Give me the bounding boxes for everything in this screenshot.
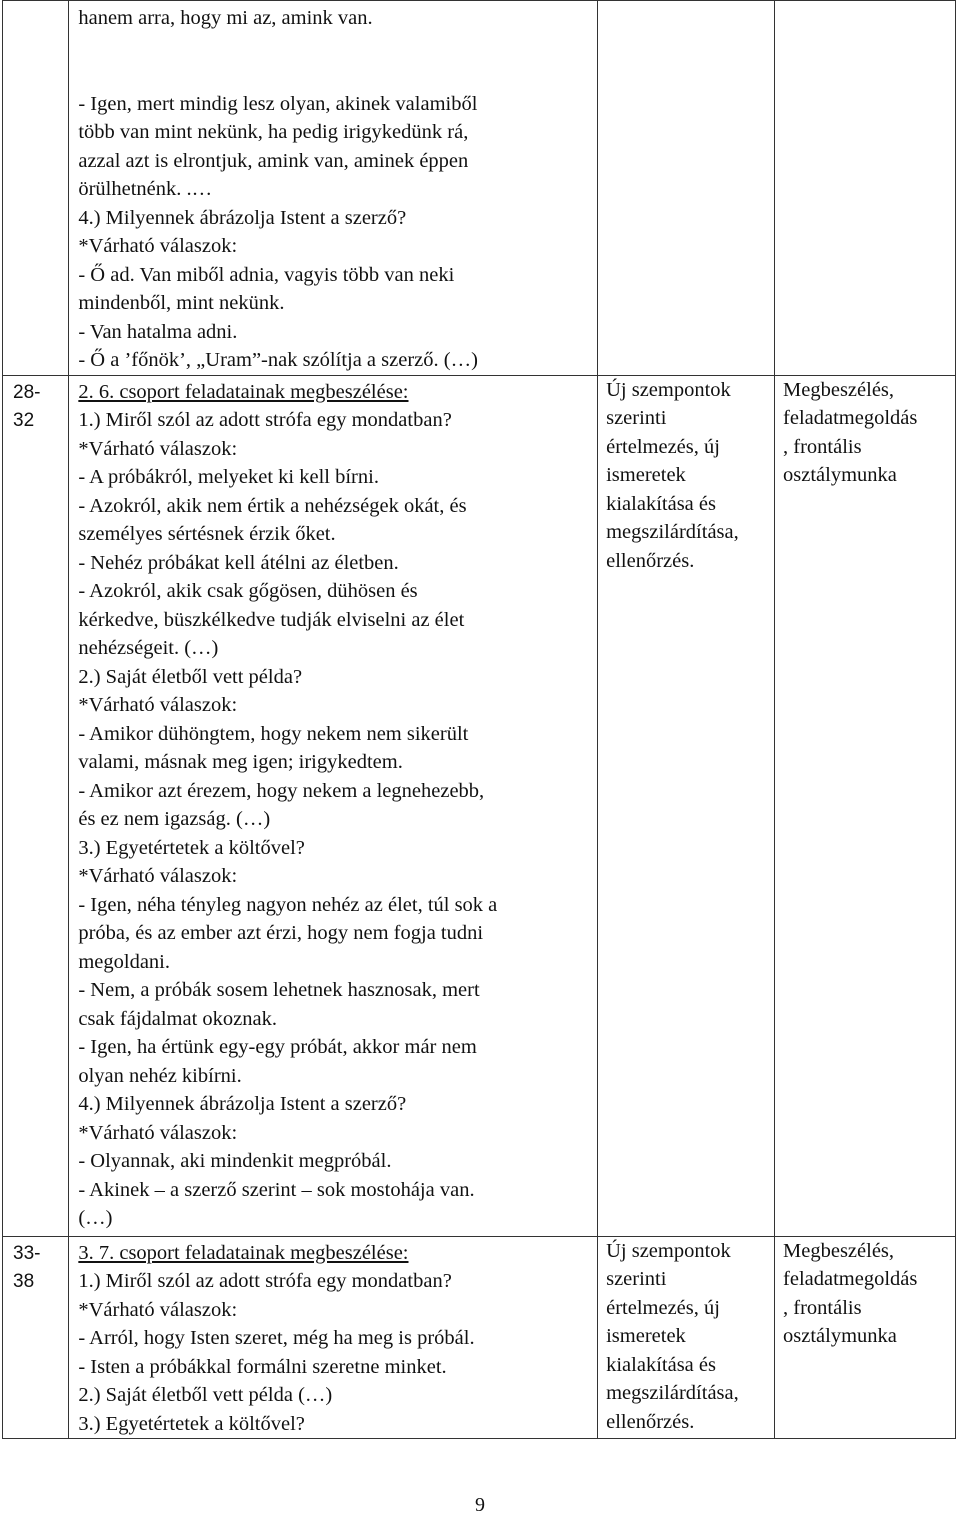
text-line: - Azokról, akik csak gőgösen, dühösen és — [78, 580, 418, 602]
time-range: 28- 32 — [13, 381, 41, 431]
text-line: örülhetnénk. .… — [78, 178, 213, 200]
text-line: - Arról, hogy Isten szeret, még ha meg is próbál. — [78, 1327, 475, 1349]
method-text: Új szempontok szerinti értelmezés, új ismeretek kialakítása és megszilárdítása, ellenőrzés. — [606, 1239, 739, 1433]
text-line: - A próbákról, melyeket ki kell bírni. — [78, 466, 379, 488]
text-line: próba, és az ember azt érzi, hogy nem fogja tudni — [78, 922, 484, 944]
text-line: több van mint nekünk, ha pedig irigykedünk rá, — [78, 121, 469, 143]
form-cell — [775, 1, 956, 376]
text-line: - Igen, néha tényleg nagyon nehéz az élet, túl sok a — [78, 893, 498, 916]
text-line: (…) — [78, 1207, 113, 1229]
text-line: 1.) Miről szól az adott strófa egy mondatban? — [78, 409, 452, 431]
text-line: 4.) Milyennek ábrázolja Istent a szerző? — [78, 206, 407, 229]
method-cell — [598, 1236, 775, 1439]
content-cell — [69, 375, 598, 1236]
text-line: személyes sértésnek érzik őket. — [78, 523, 336, 545]
table-row — [3, 1236, 956, 1439]
text-line: - Igen, mert mindig lesz olyan, akinek valamiből — [78, 92, 478, 115]
text-line: csak fájdalmat okoznak. — [78, 1007, 277, 1030]
text-line: 1.) Miről szól az adott strófa egy mondatban? — [78, 1270, 452, 1292]
text-line: nehézségeit. (…) — [78, 637, 219, 659]
text-line: 4.) Milyennek ábrázolja Istent a szerző? — [78, 1093, 407, 1115]
text-line: 2.) Saját életből vett példa? — [78, 665, 303, 688]
text-line: - Nehéz próbákat kell átélni az életben. — [78, 551, 399, 574]
text-line: megoldani. — [78, 950, 171, 973]
text-line: - Nem, a próbák sosem lehetnek hasznosak, mert — [78, 979, 480, 1001]
text-line: - Amikor dühöngtem, hogy nekem nem sikerült — [78, 722, 469, 745]
text-line: - Olyannak, aki mindenkit megpróbál. — [78, 1150, 392, 1172]
text-line: *Várható válaszok: — [78, 694, 238, 716]
method-cell — [598, 1, 775, 376]
text-line: - Amikor azt érezem, hogy nekem a legnehezebb, — [78, 779, 485, 802]
form-cell — [775, 375, 956, 1236]
method-cell — [598, 375, 775, 1236]
text-line: hanem arra, hogy mi az, amink van. — [78, 7, 373, 29]
group-heading: 2. 6. csoport feladatainak megbeszélése: — [78, 380, 409, 403]
table-row — [3, 1, 956, 376]
text-line: - Ő ad. Van miből adnia, vagyis több van neki — [78, 263, 455, 286]
text-line: *Várható válaszok: — [78, 437, 238, 460]
time-cell — [3, 375, 69, 1236]
text-line: *Várható válaszok: — [78, 235, 238, 257]
text-line: - Isten a próbákkal formálni szeretne minket. — [78, 1355, 447, 1378]
intro-lines — [78, 90, 597, 375]
text-line: valami, másnak meg igen; irigykedtem. — [78, 751, 403, 773]
method-text: Új szempontok szerinti értelmezés, új ismeretek kialakítása és megszilárdítása, ellenőrzés. — [606, 378, 739, 572]
time-cell — [3, 1, 69, 376]
text-line: olyan nehéz kibírni. — [78, 1064, 242, 1087]
form-text: Megbeszélés, feladatmegoldás , frontális osztálymunka — [783, 378, 918, 486]
text-line: 3.) Egyetértetek a költővel? — [78, 836, 305, 859]
text-line: 3.) Egyetértetek a költővel? — [78, 1412, 305, 1435]
text-line: - Igen, ha értünk egy-egy próbát, akkor már nem — [78, 1036, 477, 1058]
text-line: *Várható válaszok: — [78, 865, 238, 887]
page-number: 9 — [475, 1494, 485, 1516]
content-cell — [69, 1236, 598, 1439]
time-range: 33- 38 — [13, 1242, 41, 1292]
time-cell — [3, 1236, 69, 1439]
text-line: *Várható válaszok: — [78, 1121, 238, 1144]
lesson-plan-table — [2, 0, 956, 1439]
text-line: és ez nem igazság. (…) — [78, 808, 271, 830]
content-cell — [69, 1, 598, 376]
text-line: - Azokról, akik nem értik a nehézségek okát, és — [78, 494, 467, 517]
table-row — [3, 375, 956, 1236]
text-line: kérkedve, büszkélkedve tudják elviselni az élet — [78, 608, 465, 631]
text-line: - Akinek – a szerző szerint – sok mostohája van. — [78, 1178, 475, 1201]
form-cell — [775, 1236, 956, 1439]
text-line: mindenből, mint nekünk. — [78, 292, 285, 314]
group-heading: 3. 7. csoport feladatainak megbeszélése: — [78, 1241, 409, 1264]
text-line: azzal azt is elrontjuk, amink van, aminek éppen — [78, 149, 469, 172]
text-line: - Ő a ’főnök’, „Uram”-nak szólítja a szerző. (…) — [78, 349, 478, 371]
text-line: 2.) Saját életből vett példa (…) — [78, 1384, 333, 1406]
text-line: - Van hatalma adni. — [78, 320, 238, 343]
text-line: *Várható válaszok: — [78, 1298, 238, 1321]
form-text: Megbeszélés, feladatmegoldás , frontális osztálymunka — [783, 1239, 918, 1347]
